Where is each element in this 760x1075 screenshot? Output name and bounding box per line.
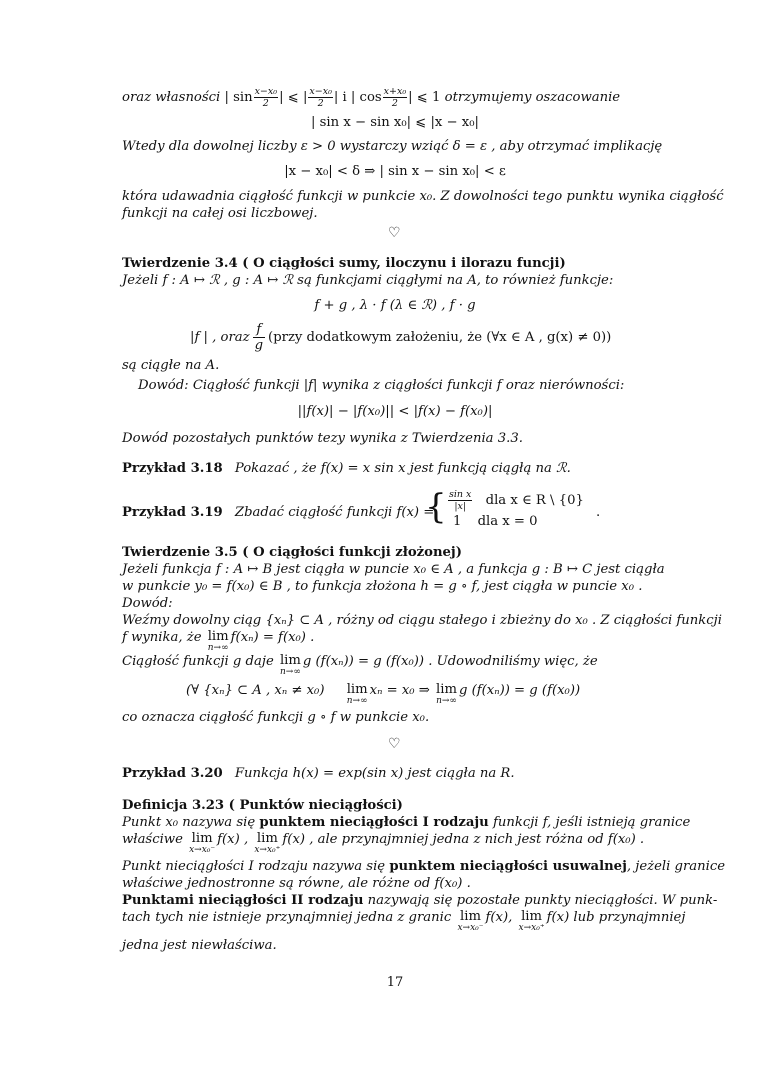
lim-subscript: n→∞ — [207, 643, 229, 653]
limit-operator — [436, 683, 457, 706]
equation-operations: f + g , λ · f (λ ∈ ℛ) , f · g — [314, 298, 476, 313]
example-label: Przykład 3.19 — [122, 505, 223, 520]
lim-subscript: n→∞ — [280, 667, 301, 677]
formula: | sin — [224, 90, 253, 105]
text: Punkt x₀ nazywa się — [122, 815, 256, 830]
formula: | ⩽ | — [279, 90, 308, 105]
case-value: 1 — [453, 514, 462, 529]
limit-operator — [208, 630, 229, 653]
fraction-denominator: 2 — [262, 98, 269, 109]
bold-term: Punktami nieciągłości II rodzaju — [122, 893, 364, 908]
fraction-numerator: x−x₀ — [254, 86, 278, 97]
fraction-denominator: |x| — [454, 501, 467, 512]
fraction-numerator: f — [253, 322, 265, 338]
piecewise-case-1 — [447, 489, 584, 512]
lim-symbol: lim — [346, 682, 368, 697]
example-3-19 — [122, 505, 670, 521]
text-line: funkcji na całej osi liczbowej. — [122, 206, 318, 221]
fraction — [448, 489, 472, 512]
lim-subscript: x→x₀⁻ — [457, 923, 484, 933]
fraction-numerator: x+x₀ — [383, 86, 407, 97]
text-line: jedna jest niewłaściwa. — [122, 938, 277, 953]
formula: xₙ = x₀ ⇒ — [369, 683, 430, 698]
definition-3-23-title: Definicja 3.23 ( Punktów nieciągłości) — [122, 798, 403, 813]
lim-subscript: x→x₀⁺ — [518, 923, 545, 933]
equation-abs-quotient — [190, 322, 670, 353]
text: funkcji f, jeśli istnieją granice — [492, 815, 691, 830]
text-line-limit — [122, 630, 670, 653]
lim-subscript: x→x₀⁺ — [254, 845, 281, 855]
fraction — [308, 86, 332, 109]
text-line: Jeżeli f : A ↦ ℛ , g : A ↦ ℛ są funkcjami ciągłymi na A, to również funkcje: — [122, 273, 614, 288]
text-line: Wtedy dla dowolnej liczby ε > 0 wystarczy wziąć δ = ε , aby otrzymać implikację — [122, 139, 663, 154]
text: właściwe — [122, 832, 183, 847]
lim-symbol: lim — [256, 831, 278, 846]
equation-abs-inequality: ||f(x)| − |f(x₀)|| < |f(x) − f(x₀)| — [297, 404, 493, 419]
example-text: Funkcja h(x) = exp(sin x) jest ciągła na R. — [234, 766, 515, 781]
text-line-limits — [122, 832, 670, 855]
formula: f(x) , — [217, 832, 249, 847]
fraction-denominator: 2 — [391, 98, 398, 109]
lim-symbol: lim — [191, 831, 213, 846]
example-label: Przykład 3.18 — [122, 461, 223, 476]
fraction — [383, 86, 407, 109]
text-line: która udawadnia ciągłość funkcji w punkcie x₀. Z dowolności tego punktu wynika ciągłość — [122, 189, 724, 204]
theorem-3-4-title: Twierdzenie 3.4 ( O ciągłości sumy, iloczynu i ilorazu funcji) — [122, 256, 566, 271]
case-condition: dla x ∈ R \ {0} — [485, 493, 584, 508]
formula: f(x) , ale przynajmniej jedna z nich jest różna od f(x₀) . — [282, 832, 645, 847]
lim-symbol: lim — [279, 653, 301, 668]
text-line — [122, 859, 726, 875]
lim-symbol: lim — [460, 909, 481, 924]
equation-sin-bound: | sin x − sin x₀| ⩽ |x − x₀| — [311, 115, 479, 130]
equation-implication: |x − x₀| < δ ⇒ | sin x − sin x₀| < ε — [284, 164, 506, 179]
case-condition: dla x = 0 — [477, 514, 538, 529]
equation-composition — [186, 683, 666, 706]
text-line: w punkcie y₀ = f(x₀) ∈ B , to funkcja złożona h = g ∘ f, jest ciągła w puncie x₀ . — [122, 579, 643, 594]
proof-heading: Dowód: — [122, 596, 173, 611]
limit-operator — [280, 654, 301, 677]
formula: |f | , oraz — [190, 330, 250, 345]
fraction-numerator: sin x — [449, 489, 472, 500]
limit-operator — [519, 910, 545, 933]
theorem-3-5-title: Twierdzenie 3.5 ( O ciągłości funkcji złożonej) — [122, 545, 462, 560]
text-line: są ciągłe na A. — [122, 358, 220, 373]
lim-symbol: lim — [436, 682, 457, 697]
fraction-numerator: x−x₀ — [309, 86, 332, 97]
text: Punkt nieciągłości I rodzaju nazywa się — [122, 859, 386, 874]
page-number: 17 — [386, 975, 404, 990]
lim-subscript: n→∞ — [436, 696, 457, 706]
fraction-denominator: g — [254, 338, 264, 353]
fraction — [253, 322, 265, 353]
text: oraz własności — [122, 90, 221, 105]
bold-term: punktem nieciągłości usuwalnej — [389, 859, 627, 874]
text: f wynika, że — [122, 630, 202, 645]
lim-symbol: lim — [207, 629, 229, 644]
formula: | i | cos — [333, 90, 382, 105]
text-line: Jeżeli funkcja f : A ↦ B jest ciągła w puncie x₀ ∈ A , a funkcja g : B ↦ C jest ciągła — [122, 562, 665, 577]
formula: f(xₙ) = f(x₀) . — [230, 630, 315, 645]
lim-subscript: x→x₀⁻ — [189, 845, 216, 855]
text-line: Weźmy dowolny ciąg {xₙ} ⊂ A , różny od ciągu stałego i zbieżny do x₀ . Z ciągłości funkcji — [122, 613, 722, 628]
text: nazywają się pozostałe punkty nieciągłości. W punk- — [367, 893, 718, 908]
example-3-20 — [122, 766, 670, 782]
fraction-denominator: 2 — [317, 98, 324, 109]
bold-term: punktem nieciągłości I rodzaju — [259, 815, 489, 830]
text-line: Dowód pozostałych punktów tezy wynika z Twierdzenia 3.3. — [122, 431, 523, 446]
example-3-18 — [122, 461, 670, 477]
lim-subscript: n→∞ — [346, 696, 368, 706]
end-of-proof-heart-icon: ♡ — [388, 225, 401, 241]
lim-symbol: lim — [521, 909, 543, 924]
proof-line: Dowód: Ciągłość funkcji |f| wynika z ciągłości funkcji f oraz nierówności: — [138, 378, 625, 393]
piecewise-brace: { — [425, 487, 447, 527]
piecewise-case-2 — [453, 514, 538, 530]
formula: f(x), — [485, 910, 513, 925]
text-line: właściwe jednostronne są równe, ale różne od f(x₀) . — [122, 876, 471, 891]
text-line-limits — [122, 909, 686, 933]
formula: g (f(xₙ)) = g (f(x₀)) . Udowodniliśmy więc, że — [302, 654, 598, 669]
text-line — [122, 893, 718, 909]
text: tach tych nie istnieje przynajmniej jedna z granic — [122, 910, 452, 925]
text-line-limit — [122, 654, 670, 677]
formula: g (f(xₙ)) = g (f(x₀)) — [458, 683, 581, 698]
limit-operator — [254, 832, 280, 855]
text-line — [122, 815, 691, 831]
text: (przy dodatkowym założeniu, że (∀x ∈ A , g(x) ≠ 0)) — [268, 330, 612, 345]
example-text: Pokazać , że f(x) = x sin x jest funkcją ciągłą na ℛ. — [234, 461, 571, 476]
text-line-properties — [122, 86, 670, 109]
formula: | ⩽ 1 — [408, 90, 441, 105]
limit-operator — [347, 683, 368, 706]
text: Ciągłość funkcji g daje — [122, 654, 274, 669]
period: . — [596, 505, 601, 520]
text: , jeżeli granice — [626, 859, 726, 874]
end-of-proof-heart-icon: ♡ — [388, 736, 401, 752]
formula: (∀ {xₙ} ⊂ A , xₙ ≠ x₀) — [186, 683, 325, 698]
limit-operator — [457, 910, 483, 933]
text: otrzymujemy oszacowanie — [444, 90, 621, 105]
fraction — [254, 86, 278, 109]
formula: f(x) lub przynajmniej — [546, 910, 686, 925]
example-text: Zbadać ciągłość funkcji f(x) = — [234, 505, 435, 520]
example-label: Przykład 3.20 — [122, 766, 223, 781]
limit-operator — [189, 832, 215, 855]
text-line: co oznacza ciągłość funkcji g ∘ f w punkcie x₀. — [122, 710, 430, 725]
